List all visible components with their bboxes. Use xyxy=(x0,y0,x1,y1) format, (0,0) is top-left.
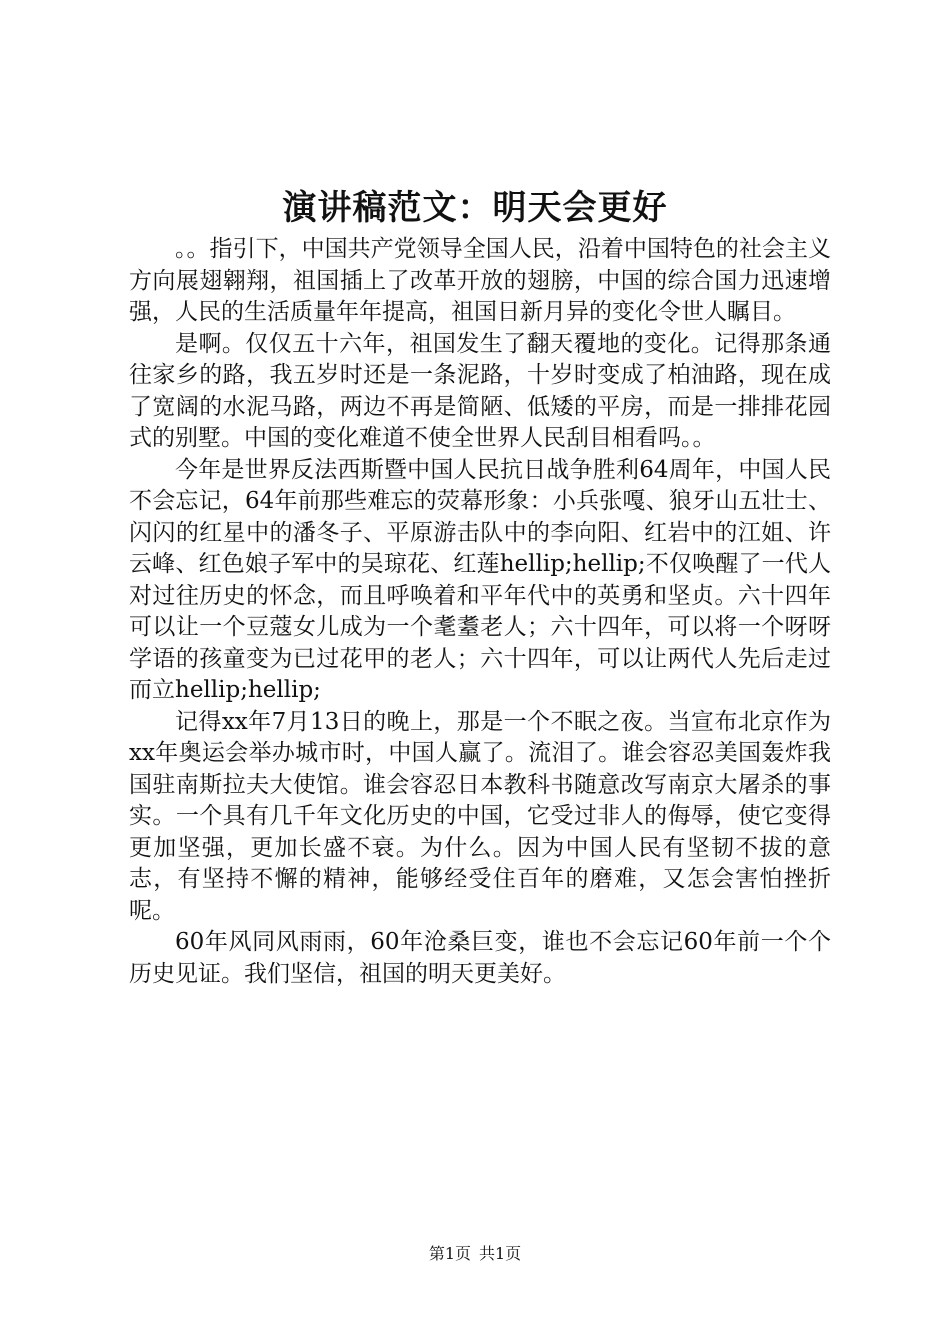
paragraph-3: 今年是世界反法西斯暨中国人民抗日战争胜利64周年，中国人民不会忘记，64年前那些难忘的荧幕形象：小兵张嘎、狼牙山五壮士、闪闪的红星中的潘冬子、平原游击队中的李向阳、红岩中的江姐、许云峰、红色娘子军中的吴琼花、红莲hellip;hellip;不仅唤醒了一代人对过往历史的怀念，而且呼唤着和平年代中的英勇和坚贞。六十四年可以让一个豆蔻女儿成为一个耄耋老人；六十四年，可以将一个呀呀学语的孩童变为已过花甲的老人；六十四年，可以让两代人先后走过而立hellip;hellip; xyxy=(129,456,831,703)
paragraph-4: 记得xx年7月13日的晚上，那是一个不眠之夜。当宣布北京作为xx年奥运会举办城市时，中国人赢了。流泪了。谁会容忍美国轰炸我国驻南斯拉夫大使馆。谁会容忍日本教科书随意改写南京大屠杀的事实。一个具有几千年文化历史的中国，它受过非人的侮辱，使它变得更加坚强，更加长盛不衰。为什么。因为中国人民有坚韧不拔的意志，有坚持不懈的精神，能够经受住百年的磨难，又怎会害怕挫折呢。 xyxy=(129,708,831,924)
paragraph-1: 。。指引下，中国共产党领导全国人民，沿着中国特色的社会主义方向展翅翱翔，祖国插上了改革开放的翅膀，中国的综合国力迅速增强，人民的生活质量年年提高，祖国日新月异的变化令世人瞩目。 xyxy=(129,236,831,325)
paragraph-2: 是啊。仅仅五十六年，祖国发生了翻天覆地的变化。记得那条通往家乡的路，我五岁时还是一条泥路，十岁时变成了柏油路，现在成了宽阔的水泥马路，两边不再是简陋、低矮的平房，而是一排排花园式的别墅。中国的变化难道不使全世界人民刮目相看吗。。 xyxy=(129,330,831,451)
document-title: 演讲稿范文：明天会更好 xyxy=(282,188,668,228)
paragraph-5: 60年风同风雨雨，60年沧桑巨变，谁也不会忘记60年前一个个历史见证。我们坚信，祖国的明天更美好。 xyxy=(129,929,831,987)
page-number: 第1页 xyxy=(428,1244,471,1263)
page-footer xyxy=(0,1242,950,1266)
page-total: 共1页 xyxy=(479,1244,522,1263)
document-body xyxy=(129,234,831,990)
